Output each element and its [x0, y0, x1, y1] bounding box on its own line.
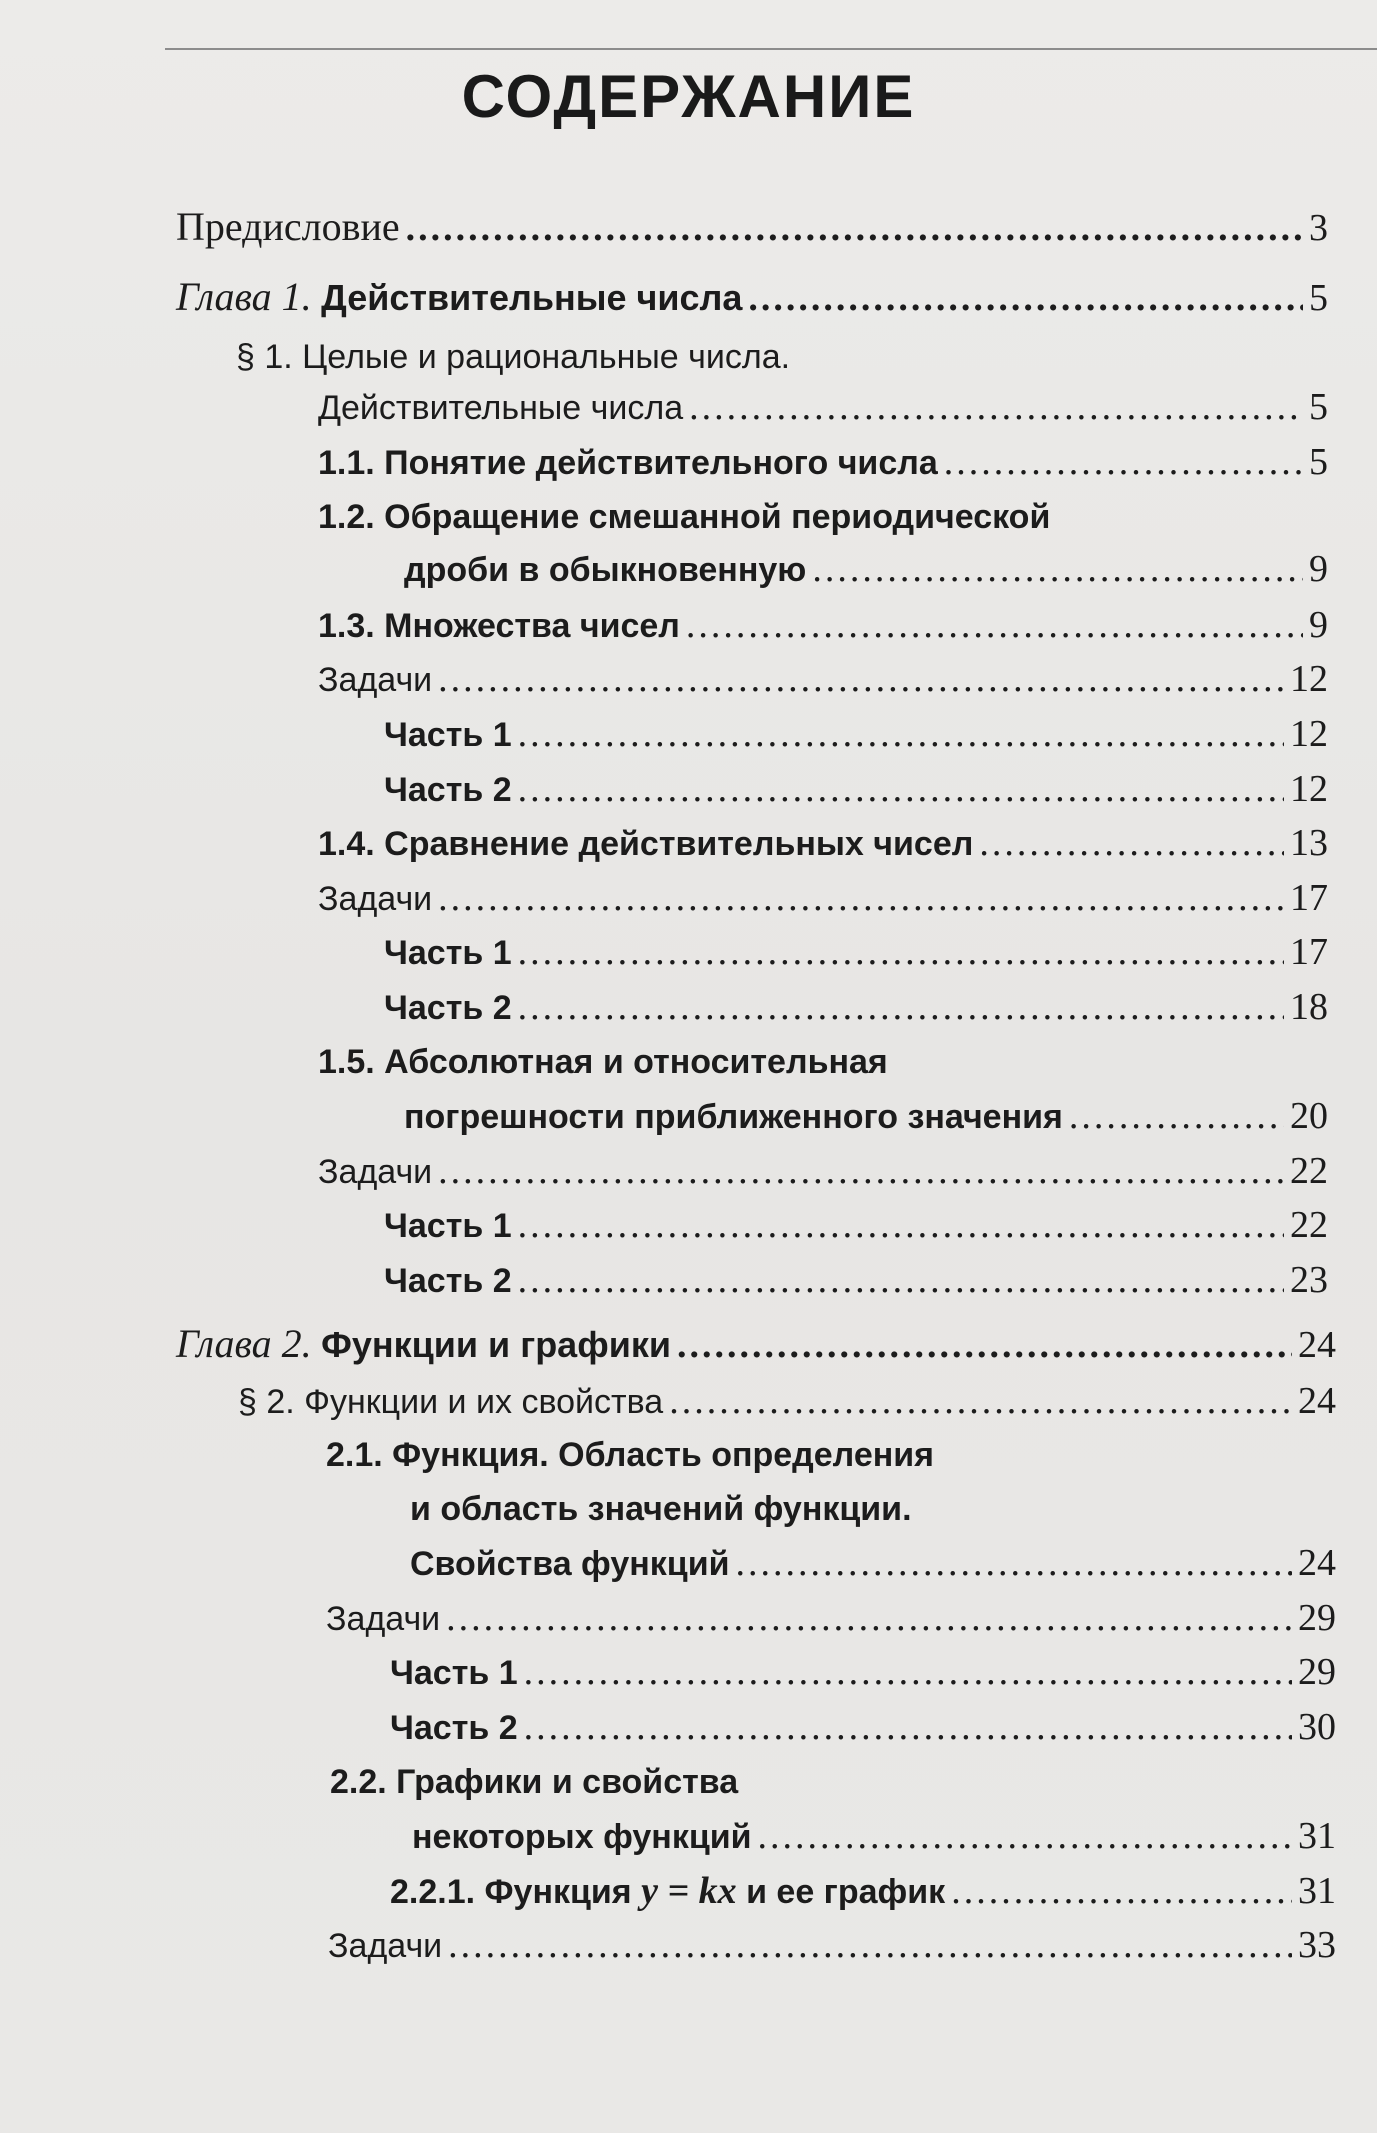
toc-label: дроби в обыкновенную	[404, 551, 807, 589]
toc-label	[176, 275, 742, 320]
dot-leader	[686, 603, 1303, 647]
toc-page-number: 29	[1298, 1597, 1336, 1639]
toc-label	[176, 1322, 671, 1367]
toc-label-part-b: и ее график	[736, 1873, 946, 1911]
toc-entry-2-1[interactable]	[410, 1541, 1336, 1586]
dot-leader	[669, 1379, 1292, 1423]
toc-label: Часть 1	[390, 1654, 518, 1692]
dot-leader	[438, 876, 1284, 920]
toc-page-number: 17	[1290, 877, 1328, 919]
toc-page-number: 24	[1298, 1542, 1336, 1584]
dot-leader	[758, 1814, 1292, 1858]
toc-entry-1-3-tasks[interactable]	[318, 657, 1328, 702]
toc-entry-1-3-part-1[interactable]	[384, 712, 1328, 757]
toc-label: 1.3. Множества чисел	[318, 607, 680, 645]
toc-entry-2-2-tasks[interactable]	[328, 1923, 1336, 1968]
toc-page-number: 17	[1290, 931, 1328, 973]
dot-leader	[518, 930, 1284, 974]
toc-label: Свойства функций	[410, 1545, 730, 1583]
toc-label: Предисловие	[176, 204, 400, 249]
toc-entry-2-1-tasks[interactable]	[326, 1596, 1336, 1641]
toc-entry-1-3-part-2[interactable]	[384, 767, 1328, 812]
toc-page-number: 31	[1298, 1870, 1336, 1912]
dot-leader	[518, 1203, 1284, 1247]
toc-label: Задачи	[318, 661, 433, 699]
dot-leader	[448, 1923, 1292, 1967]
toc-label: § 2. Функции и их свойства	[238, 1383, 664, 1421]
toc-entry-2-1-part-2[interactable]	[390, 1705, 1336, 1750]
toc-entry-section-1[interactable]	[318, 385, 1328, 430]
toc-entry-chapter-1[interactable]	[176, 275, 1328, 320]
toc-label: Действительные числа	[318, 389, 684, 427]
toc-page-number: 9	[1309, 604, 1328, 646]
toc-entry-section-2[interactable]	[238, 1379, 1336, 1424]
chapter-title: Действительные числа	[321, 277, 743, 318]
formula: y = kx	[641, 1870, 737, 1912]
toc-page-number: 30	[1298, 1706, 1336, 1748]
dot-leader	[518, 985, 1284, 1029]
toc-page-number: 29	[1298, 1651, 1336, 1693]
toc-entry-2-2[interactable]	[412, 1814, 1336, 1859]
toc-section-1-line-1[interactable]: § 1. Целые и рациональные числа.	[236, 338, 791, 376]
chapter-prefix: Глава 2.	[176, 1321, 312, 1366]
dot-leader	[677, 1323, 1292, 1367]
dot-leader	[518, 712, 1284, 756]
dot-leader	[812, 547, 1303, 591]
toc-label: Задачи	[328, 1927, 443, 1965]
toc-entry-1-4-part-2[interactable]	[384, 985, 1328, 1030]
toc-label-part-a: 2.2.1. Функция	[390, 1873, 642, 1911]
toc-entry-2-2-line-1[interactable]: 2.2. Графики и свойства	[330, 1763, 739, 1801]
dot-leader	[406, 206, 1303, 250]
dot-leader	[438, 657, 1284, 701]
chapter-title: Функции и графики	[321, 1324, 671, 1365]
dot-leader	[951, 1869, 1292, 1913]
toc-entry-1-5-part-1[interactable]	[384, 1203, 1328, 1248]
dot-leader	[524, 1650, 1292, 1694]
page-title: СОДЕРЖАНИЕ	[461, 63, 916, 130]
toc-page-number: 24	[1298, 1380, 1336, 1422]
toc-page-number: 3	[1309, 207, 1328, 249]
toc-page-number: 5	[1309, 277, 1328, 319]
toc-entry-1-2[interactable]	[404, 547, 1328, 592]
toc-entry-2-1-line-1[interactable]: 2.1. Функция. Область определения	[326, 1436, 934, 1474]
dot-leader	[518, 1258, 1284, 1302]
toc-page-number: 12	[1290, 658, 1328, 700]
toc-page-number: 23	[1290, 1259, 1328, 1301]
dot-leader	[979, 821, 1284, 865]
toc-entry-1-5-part-2[interactable]	[384, 1258, 1328, 1303]
toc-page-number: 22	[1290, 1150, 1328, 1192]
dot-leader	[524, 1705, 1292, 1749]
toc-label: 1.1. Понятие действительного числа	[318, 444, 938, 482]
toc-entry-1-2-line-1[interactable]: 1.2. Обращение смешанной периодической	[318, 498, 1051, 536]
dot-leader	[736, 1541, 1292, 1585]
toc-entry-preface[interactable]	[176, 205, 1328, 250]
toc-label: Часть 1	[384, 1207, 512, 1245]
toc-label: некоторых функций	[412, 1818, 752, 1856]
toc-entry-1-5-line-1[interactable]: 1.5. Абсолютная и относительная	[318, 1043, 888, 1081]
toc-page-number: 13	[1290, 822, 1328, 864]
dot-leader	[518, 767, 1284, 811]
toc-label: Часть 2	[384, 771, 512, 809]
dot-leader	[1069, 1094, 1284, 1138]
toc-label: Часть 2	[384, 989, 512, 1027]
toc-label: Задачи	[318, 880, 433, 918]
toc-entry-2-1-line-2[interactable]: и область значений функции.	[410, 1490, 912, 1528]
toc-entry-1-5-tasks[interactable]	[318, 1149, 1328, 1194]
toc-entry-2-1-part-1[interactable]	[390, 1650, 1336, 1695]
toc-label: Часть 2	[384, 1262, 512, 1300]
toc-label: Задачи	[318, 1153, 433, 1191]
toc-label: Задачи	[326, 1600, 441, 1638]
dot-leader	[748, 276, 1303, 320]
toc-page-number: 5	[1309, 386, 1328, 428]
chapter-prefix: Глава 1.	[176, 274, 312, 319]
dot-leader	[689, 385, 1303, 429]
toc-label: Часть 1	[384, 716, 512, 754]
toc-entry-1-1[interactable]	[318, 440, 1328, 485]
dot-leader	[438, 1149, 1284, 1193]
toc-entry-1-4[interactable]	[318, 821, 1328, 866]
toc-page-number: 18	[1290, 986, 1328, 1028]
toc-page-number: 12	[1290, 713, 1328, 755]
toc-label: 1.4. Сравнение действительных чисел	[318, 825, 974, 863]
toc-page-number: 9	[1309, 548, 1328, 590]
toc-entry-1-4-tasks[interactable]	[318, 876, 1328, 921]
dot-leader	[944, 440, 1303, 484]
toc-entry-chapter-2[interactable]	[176, 1322, 1336, 1367]
dot-leader	[446, 1596, 1292, 1640]
toc-entry-2-2-1[interactable]	[390, 1869, 1336, 1914]
toc-page-number: 33	[1298, 1924, 1336, 1966]
toc-page-number: 5	[1309, 441, 1328, 483]
toc-page-number: 22	[1290, 1204, 1328, 1246]
toc-entry-1-3[interactable]	[318, 603, 1328, 648]
toc-page-number: 24	[1298, 1324, 1336, 1366]
toc-page-number: 12	[1290, 768, 1328, 810]
toc-label: погрешности приближенного значения	[404, 1098, 1063, 1136]
toc-page-number: 31	[1298, 1815, 1336, 1857]
toc-entry-1-5[interactable]	[404, 1094, 1328, 1139]
toc-entry-1-4-part-1[interactable]	[384, 930, 1328, 975]
toc-label: Часть 2	[390, 1709, 518, 1747]
toc-label: Часть 1	[384, 934, 512, 972]
toc-label	[390, 1869, 945, 1914]
toc-page-number: 20	[1290, 1095, 1328, 1137]
